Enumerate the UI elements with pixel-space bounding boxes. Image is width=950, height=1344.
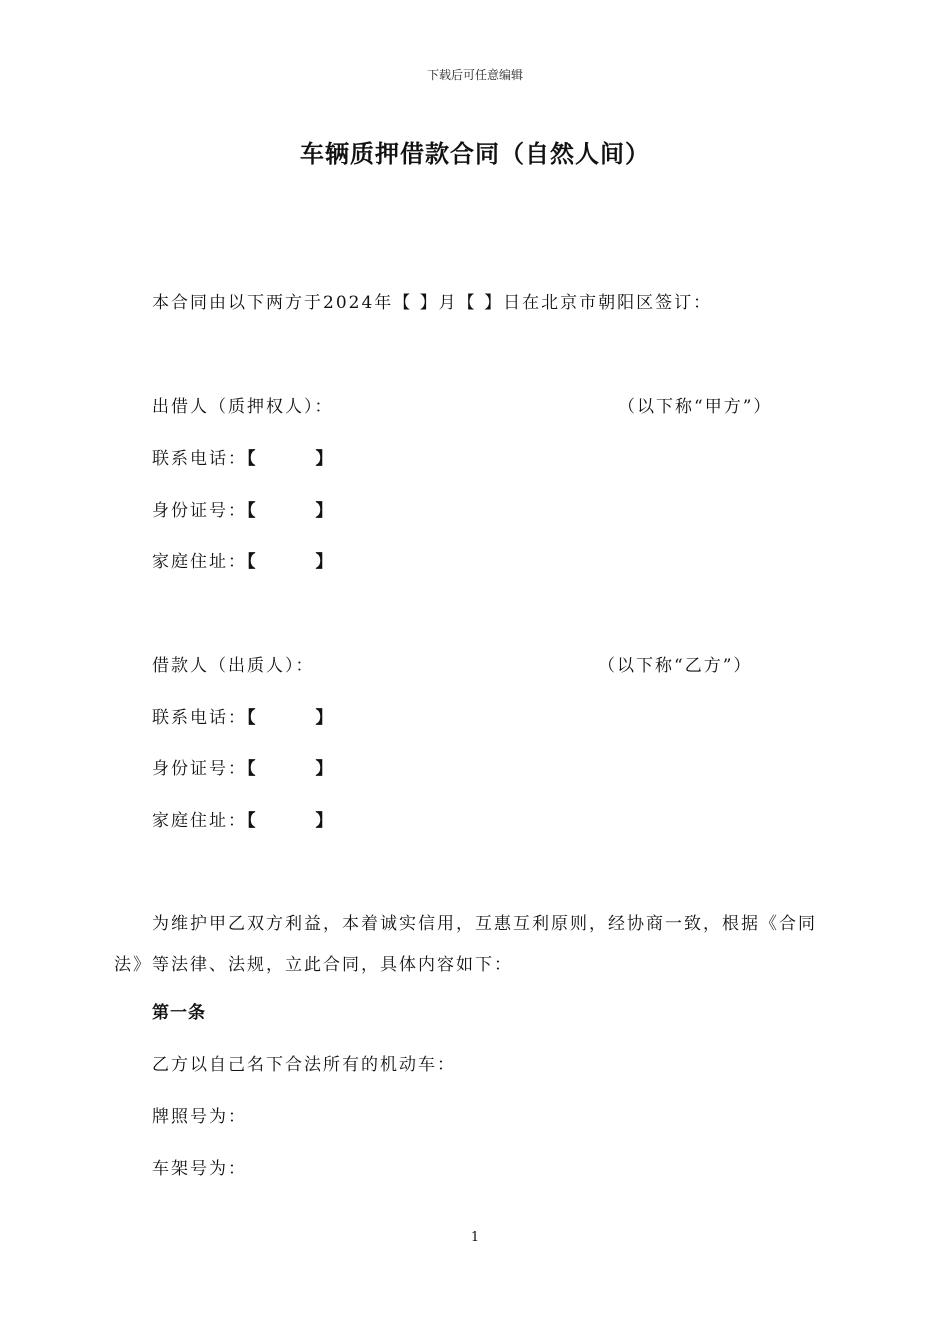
- frame-number-label: 车架号为：: [152, 1159, 247, 1179]
- bracket-close: 】: [315, 811, 335, 831]
- bracket-open: 【: [247, 501, 258, 521]
- lender-id-label: 身份证号：: [152, 501, 247, 521]
- bracket-close: 】: [315, 449, 335, 469]
- bracket-close: 】: [315, 501, 335, 521]
- plate-number-label: 牌照号为：: [152, 1107, 247, 1127]
- bracket-open: 【: [247, 811, 258, 831]
- lender-phone-label: 联系电话：: [152, 449, 247, 469]
- page-number: 1: [470, 1230, 480, 1245]
- lender-alias: （以下称“甲方”）: [618, 397, 773, 417]
- borrower-address-row: [152, 806, 335, 831]
- bracket-close: 】: [315, 552, 335, 572]
- lender-id-row: [152, 496, 335, 521]
- lender-phone-row: [152, 444, 335, 469]
- lender-address-row: [152, 547, 335, 572]
- preamble-paragraph: 为维护甲乙双方利益，本着诚实信用，互惠互利原则，经协商一致，根据《合同法》等法律、法规，立此合同，具体内容如下：: [114, 914, 817, 975]
- borrower-id-row: [152, 754, 335, 779]
- bracket-open: 【: [247, 552, 258, 572]
- document-title: 车辆质押借款合同（自然人间）: [300, 140, 650, 168]
- bracket-open: 【: [247, 708, 258, 728]
- bracket-close: 】: [315, 759, 335, 779]
- lender-address-label: 家庭住址：: [152, 552, 247, 572]
- borrower-id-label: 身份证号：: [152, 759, 247, 779]
- intro-line: 本合同由以下两方于2024年【 】月【 】日在北京市朝阳区签订：: [152, 293, 713, 313]
- header-note: 下载后可任意编辑: [426, 68, 523, 82]
- borrower-label: 借款人（出质人）：: [152, 656, 315, 676]
- bracket-close: 】: [315, 708, 335, 728]
- lender-label: 出借人（质押权人）：: [152, 397, 334, 417]
- bracket-open: 【: [247, 449, 258, 469]
- borrower-phone-row: [152, 703, 335, 728]
- article-1-line1: 乙方以自己名下合法所有的机动车：: [152, 1055, 456, 1075]
- borrower-address-label: 家庭住址：: [152, 811, 247, 831]
- article-1-heading: 第一条: [152, 1003, 206, 1023]
- borrower-phone-label: 联系电话：: [152, 708, 247, 728]
- borrower-alias: （以下称“乙方”）: [598, 656, 753, 676]
- bracket-open: 【: [247, 759, 258, 779]
